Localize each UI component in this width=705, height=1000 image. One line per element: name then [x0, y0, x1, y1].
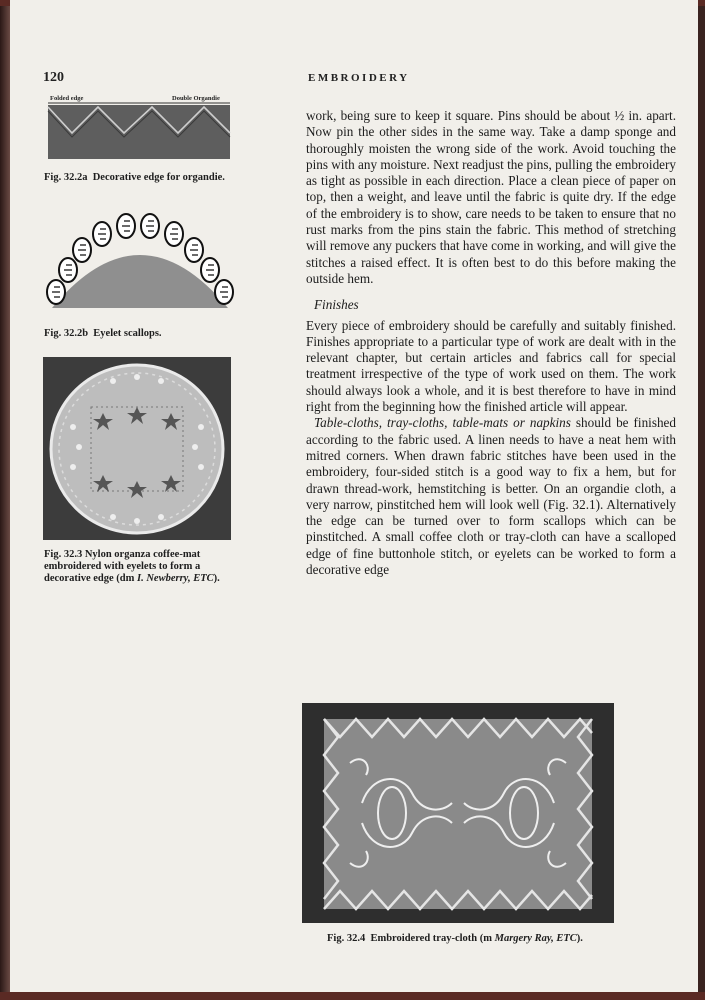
paragraph-table-cloths: [306, 415, 676, 578]
caption-fig-32-2a: [44, 172, 239, 184]
bottom-edge: [0, 992, 705, 1000]
caption-text: Decorative edge for organdie.: [92, 172, 225, 183]
label-folded-edge: Folded edge: [50, 95, 84, 102]
paragraph-lead-italic: Table-cloths, tray-cloths, table-mats or napkins: [314, 415, 571, 431]
caption-fig-32-4: [327, 933, 587, 945]
paragraph-text: should be finished according to the fabric used. A linen needs to have a neat hem with mitred corners. When drawn fabric stitches have been used in the embroidery, four-sided stitch is a good way to fix a hem, but for drawn thread-work, hemstitching is better. On an organdie cloth, a very narrow, pinstitched hem will look well (Fig. 32.1). Alternatively the edge can be turned over to form scallops which can be pinstitched. A small coffee cloth or tray-cloth can have a scalloped edge of fine buttonhole stitch, or eyelets can be worked to form a decorative edge: [306, 415, 677, 578]
caption-text: Eyelet scallops.: [93, 328, 162, 339]
running-head: EMBROIDERY: [308, 72, 410, 84]
caption-fig-32-3: [44, 549, 239, 585]
body-text: [306, 108, 676, 578]
caption-number: Fig. 32.2a: [44, 172, 88, 183]
figure-decorative-edge: [44, 93, 232, 161]
figure-tray-cloth-photo: [302, 703, 614, 923]
section-heading-finishes: Finishes: [314, 297, 359, 313]
caption-number: Fig. 32.3: [44, 549, 83, 560]
caption-fig-32-2b: [44, 328, 239, 340]
figure-eyelet-scallops: [42, 212, 238, 312]
caption-text: Embroidered tray-cloth (m: [370, 933, 495, 944]
book-spine: [0, 0, 10, 1000]
caption-number: Fig. 32.2b: [44, 328, 89, 339]
caption-credit: Margery Ray, ETC: [494, 933, 577, 944]
caption-credit: I. Newberry, ETC: [137, 573, 214, 584]
caption-text: Nylon organza coffee-mat embroidered with eyelets to form a decorative edge (dm: [44, 549, 201, 584]
caption-number: Fig. 32.4: [327, 933, 366, 944]
paragraph-stretching: work, being sure to keep it square. Pins should be about ½ in. apart. Now pin the other sides in the same way. Take a damp sponge and thoroughly moisten the wrong side of the work. Avoid touching the pins with any moisture. Next readjust the pins, pulling the embroidery as tight as possible in each direction. Place a clean piece of paper on top, then a weight, and leave until the fabric is quite dry. If the edge of the embroidery is to show, care needs to be taken to ensure that no rust marks from the pins stain the fabric. This method of stretching will remove any puckers that have come in working, and will give the stitches a raised effect. It is often best to do this before making the outside hem.: [306, 108, 676, 286]
caption-end: ).: [213, 573, 220, 584]
paragraph-finishes: Every piece of embroidery should be carefully and suitably finished. Finishes appropriate to a particular type of work are dealt with in the relevant chapter, but certain articles and fabrics call for special treatment irrespective of the type of work used on them. The work should always look a whole, and it is best therefore to have in mind right from the beginning how the finished article will appear.: [306, 317, 676, 415]
caption-end: ).: [576, 933, 583, 944]
page-number: 120: [43, 70, 64, 85]
figure-coffee-mat-photo: [43, 357, 231, 540]
label-double-organdie: Double Organdie: [172, 95, 220, 102]
